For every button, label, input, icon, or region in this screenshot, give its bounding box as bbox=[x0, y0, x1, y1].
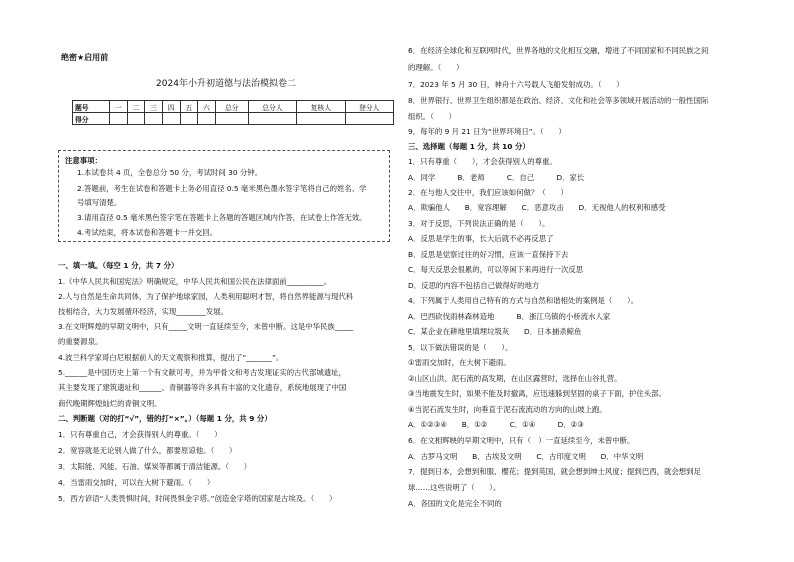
score-table-score-row bbox=[73, 113, 394, 125]
score-cell bbox=[110, 113, 128, 125]
option-line: A．反思是学生的事，长大后就不必再反思了 bbox=[408, 234, 554, 243]
option-line: D．反思的内容不包括自己做得好的地方 bbox=[408, 281, 540, 290]
score-header-cell: 总分 bbox=[215, 101, 248, 113]
notes-title: 注意事项： bbox=[65, 156, 102, 165]
section-heading: 三、选择题（每题 1 分，共 10 分） bbox=[408, 142, 530, 151]
notes-line: 号填写清楚。 bbox=[77, 198, 122, 207]
score-header-cell: 一 bbox=[110, 101, 128, 113]
score-header-cell: 二 bbox=[127, 101, 145, 113]
question-line: 8．世界银行、世界卫生组织都是在政治、经济、文化和社会等多领域开展活动的一般性国际 bbox=[408, 96, 709, 105]
score-cell bbox=[162, 113, 180, 125]
question-line: 2.人与自然是生命共同体，为了保护地球家园，人类利用聪明才智，将自然界能源与现代科 bbox=[58, 292, 354, 301]
score-header-cell: 题号 bbox=[73, 101, 110, 113]
question-line: 球……这些说明了（ ）。 bbox=[408, 483, 501, 492]
question-line: 的理解。（ ） bbox=[408, 63, 464, 72]
question-line: 3.在文明辉煌的早期文明中，只有_____文明一直延续至今，未曾中断。这是中华民族_____ bbox=[58, 322, 354, 331]
question-line: 7．2023 年 5 月 30 日，神舟十六号载人飞船发射成功。（ ） bbox=[408, 80, 624, 89]
score-header-cell: 四 bbox=[162, 101, 180, 113]
section-heading: 二、判断题（对的打“√”，错的打“×”。）（每题 1 分，共 9 分） bbox=[58, 414, 272, 423]
question-line: 其主要发现了建筑遗址和______、青铜器等许多具有丰富的文化遗存，系统地展现了中国 bbox=[58, 383, 347, 392]
score-header-cell: 登分人 bbox=[345, 101, 394, 113]
question-line: 5.______是中国历史上第一个有文献可考，并为甲骨文和考古发现证实的古代部城遗址， bbox=[58, 368, 346, 377]
confidential-mark: 绝密★启用前 bbox=[61, 53, 109, 62]
question-line: 1.《中华人民共和国宪法》明确规定，中华人民共和国公民在法律面前__________。 bbox=[58, 277, 332, 286]
question-line: 组织。（ ） bbox=[408, 112, 457, 121]
option-line: A．古罗马文明 B．古埃及文明 C．古印度文明 D．中华文明 bbox=[408, 452, 644, 461]
statement-line: ④当泥石流发生时，向垂直于泥石流流动的方向的山坡上跑。 bbox=[408, 405, 607, 414]
option-line: A．巴西砍伐雨林森林造地 B．浙江乌镇的小桥流水人家 bbox=[408, 312, 611, 321]
question-line: 4.波兰科学家哥白尼根据前人的天文观察和推算，提出了“_______”。 bbox=[58, 353, 284, 362]
notes-line: 3.请用直径 0.5 毫米黑色签字笔在答题卡上各题的答题区域内作答，在试卷上作答无效。 bbox=[77, 213, 367, 222]
statement-line: ①雷雨交加时，在大树下避雨。 bbox=[408, 358, 511, 367]
question-line: 4．下列属于人类用自己特有的方式与自然和谐相处的案例是（ ）。 bbox=[408, 296, 639, 305]
score-cell bbox=[127, 113, 145, 125]
section-heading: 一、填一填。（每空 1 分，共 7 分） bbox=[58, 261, 179, 270]
score-table bbox=[72, 100, 394, 125]
option-line: B．反思是觉察过往的好习惯，应该一直保持下去 bbox=[408, 250, 569, 259]
option-line: C．每天反思会很累的，可以等闲下来再进行一次反思 bbox=[408, 265, 584, 274]
statement-line: ③当地震发生时，如果不能及时撤离，应迅速躲到坚固的桌子下面，护住头部。 bbox=[408, 389, 666, 398]
score-cell bbox=[215, 113, 248, 125]
question-line: 3．太阳能、风能、石油、煤炭等都属于清洁能源。（ ） bbox=[58, 462, 252, 471]
question-line: 7．提到日本，会想到和服、樱花；提到英国，就会想到绅士风度；提到巴西，就会想到足 bbox=[408, 467, 701, 476]
exam-title: 2024年小升初道德与法治模拟卷二 bbox=[156, 79, 296, 89]
question-line: 6．在经济全球化和互联网时代，世界各地的文化相互交融，增进了不同国家和不同民族之间 bbox=[408, 46, 709, 55]
question-line: 4．当雷雨交加时，可以在大树下避雨。（ ） bbox=[58, 478, 215, 487]
option-line: A．欺骗他人 B．宽容理解 C．恶意攻击 D．无视他人的权利和感受 bbox=[408, 203, 666, 212]
question-line: 5．西方谚语“人类畏惧时间，时间畏惧金字塔。”创造金字塔的国家是古埃及。（ ） bbox=[58, 494, 337, 503]
score-header-cell: 总分人 bbox=[248, 101, 296, 113]
question-line: 商代晚期辉煌灿烂的青铜文明。 bbox=[58, 399, 162, 408]
score-cell bbox=[345, 113, 394, 125]
question-line: 2．在与他人交往中，我们应该如何做？（ ） bbox=[408, 188, 568, 197]
score-cell bbox=[297, 113, 345, 125]
notes-line: 1.本试卷共 4 页，全卷总分 50 分，考试时间 30 分钟。 bbox=[77, 168, 263, 177]
question-line: 1．只有尊重自己，才会获得别人的尊重。（ ） bbox=[58, 430, 222, 439]
score-cell bbox=[145, 113, 163, 125]
question-line: 5．以下做法错误的是（ ）。 bbox=[408, 343, 513, 352]
notes-box bbox=[58, 150, 390, 242]
question-line: 9．每年的 9 月 21 日为“世界环境日”。（ ） bbox=[408, 127, 566, 136]
option-line: A．①②③④ B．①② C．①④ D．②③ bbox=[408, 420, 584, 429]
score-table-header-row bbox=[73, 101, 394, 113]
score-header-cell: 六 bbox=[198, 101, 216, 113]
option-line: A．各国的文化是完全不同的 bbox=[408, 499, 502, 508]
option-line: C．某企业在耕地里填埋垃圾灰 D．日本捕杀鲸鱼 bbox=[408, 327, 582, 336]
question-line: 6．在文相辉映的早期文明中，只有（ ）一直延续至今，未曾中断。 bbox=[408, 436, 635, 445]
question-line: 技相结合，大力发展循环经济，实现________发展。 bbox=[58, 307, 228, 316]
question-line: 3．对于反思，下列说法正确的是（ ）。 bbox=[408, 219, 550, 228]
score-cell bbox=[198, 113, 216, 125]
score-cell bbox=[180, 113, 198, 125]
option-line: A．同学 B．老师 C．自己 D．家长 bbox=[408, 173, 585, 182]
statement-line: ②山区山洪、泥石流的高发期，在山区露营时，选择在山谷扎营。 bbox=[408, 374, 622, 383]
score-cell bbox=[248, 113, 296, 125]
question-line: 2．宽容就是无论别人做了什么，都要原谅他。（ ） bbox=[58, 446, 237, 455]
notes-line: 2.答题前，考生在试卷和答题卡上务必用直径 0.5 毫米黑色墨水签字笔将自己的姓名、学 bbox=[77, 184, 367, 193]
question-line: 1．只有尊重（ ），才会获得别人的尊重。 bbox=[408, 157, 557, 166]
score-header-cell: 五 bbox=[180, 101, 198, 113]
score-header-cell: 三 bbox=[145, 101, 163, 113]
score-row-label: 得分 bbox=[73, 113, 110, 125]
score-header-cell: 复核人 bbox=[297, 101, 345, 113]
question-line: 的重要源泉。 bbox=[58, 337, 103, 346]
notes-line: 4.考试结束，将本试卷和答题卡一并交回。 bbox=[77, 228, 218, 237]
